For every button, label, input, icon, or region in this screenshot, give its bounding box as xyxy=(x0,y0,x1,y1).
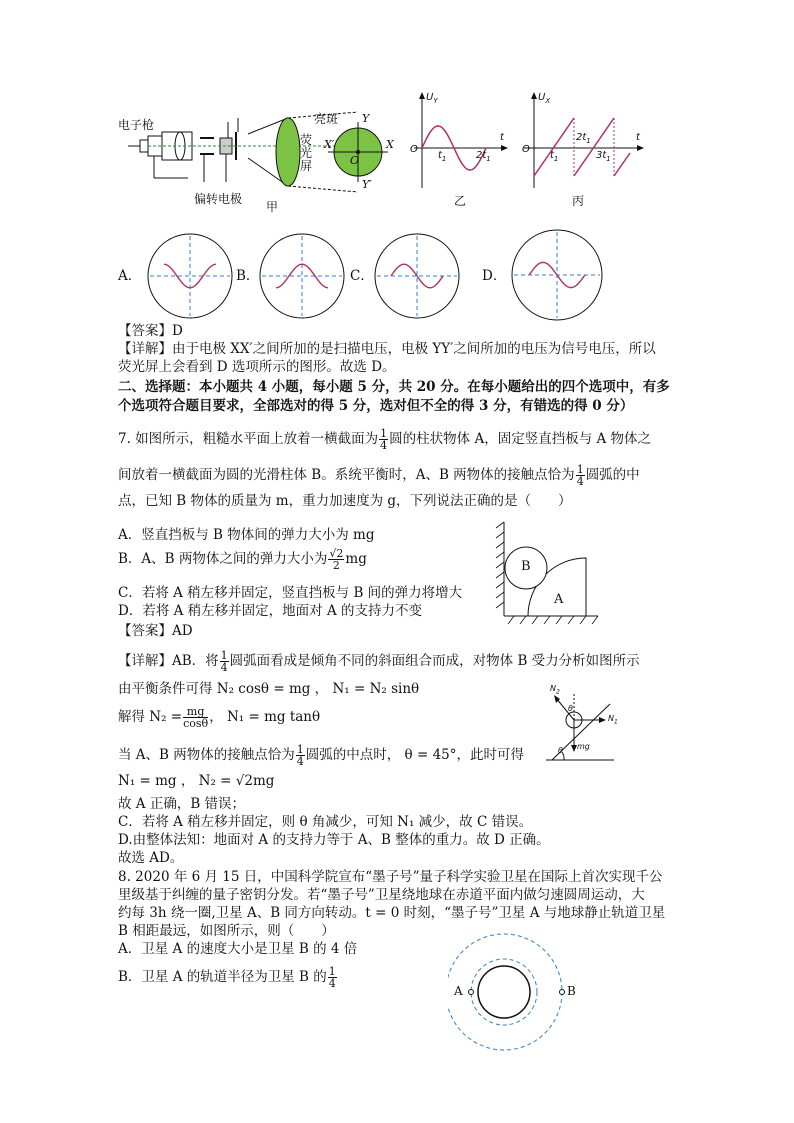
q8-fig-a-label: A xyxy=(454,984,463,998)
q7-explain-9: 故选 AD。 xyxy=(118,850,184,866)
screen-label: 荧光屏 xyxy=(300,133,313,173)
q8-option-a: A．卫星 A 的速度大小是卫星 B 的 4 倍 xyxy=(118,941,358,957)
screen-yp-label: Y′ xyxy=(362,178,372,191)
q7-frac-quarter-1: $\frac{1}{4}$ xyxy=(380,427,388,452)
deflect-electrode-label: 偏转电极 xyxy=(194,192,243,206)
figure-yi-label: 乙 xyxy=(454,194,467,208)
q7-explain-1: 【详解】AB．将 $\frac{1}{4}$ 圆弧面看成是倾角不同的斜面组合而成，对物体 B 受力分析如图所示 xyxy=(118,649,640,674)
q7-stem-2: 间放着一横截面为圆的光滑柱体 B。系统平衡时，A、B 两物体的接触点恰为 $\frac{1}{4}$ 圆弧的中 xyxy=(118,463,640,488)
yi-t-axis-label: t xyxy=(500,132,504,143)
q7-frac-quarter-2: $\frac{1}{4}$ xyxy=(576,463,584,488)
q7-stem-3: 点，已知 B 物体的质量为 m，重力加速度为 g，下列说法正确的是（ ） xyxy=(118,493,572,509)
graph-yi xyxy=(410,88,510,206)
q7-option-a: A．竖直挡板与 B 物体间的弹力大小为 mg xyxy=(118,527,375,543)
q7-explain-6: 故 A 正确，B 错误； xyxy=(118,796,246,812)
force-mg-label: mg xyxy=(577,742,590,751)
screen-origin-label: O xyxy=(350,154,360,167)
force-n2-label: $N_2$ xyxy=(550,684,560,696)
bing-origin: O xyxy=(522,144,530,155)
screen-x-label: X xyxy=(386,138,394,151)
q7-fig-b-label: B xyxy=(521,559,531,574)
q8-fig-b-label: B xyxy=(567,984,576,998)
bing-t1-label: $t_1$ xyxy=(550,150,559,163)
q8-orbit-figure xyxy=(448,932,578,1052)
q7-explain-2: 由平衡条件可得 N₂ cosθ = mg ， N₁ = N₂ sinθ xyxy=(118,681,420,697)
q7-force-diagram xyxy=(544,680,630,764)
bing-t-axis-label: t xyxy=(636,132,640,143)
yi-ylabel: $U_Y$ xyxy=(426,92,438,105)
crt-apparatus-figure xyxy=(118,82,400,212)
option-a-label: A． xyxy=(118,268,142,284)
option-d-label: D． xyxy=(482,268,507,284)
yi-t1-label: $t_1$ xyxy=(438,150,447,163)
figure-jia-label: 甲 xyxy=(266,200,279,214)
bing-2t1-label: $2t_1$ xyxy=(576,132,591,145)
q8-option-b: B．卫星 A 的轨道半径为卫星 B 的 $\frac{1}{4}$ xyxy=(118,965,336,990)
bing-3t1-label: $3t_1$ xyxy=(596,150,611,163)
force-n1-label: $N_1$ xyxy=(608,714,618,726)
q7-option-b: B．A、B 两物体之间的弹力大小为 $\frac{√2}{2}$ mg xyxy=(118,547,367,572)
q7-stem-1: 7. 如图所示，粗糙水平面上放着一横截面为 $\frac{1}{4}$ 圆的柱状物体 A，固定竖直挡板与 A 物体之 xyxy=(118,427,652,452)
bright-spot-label: 亮斑 xyxy=(314,112,339,126)
q7-option-d: D．若将 A 稍左移并固定，地面对 A 的支持力不变 xyxy=(118,603,422,619)
q7-answer: 【答案】AD xyxy=(118,623,193,639)
q7-option-c: C．若将 A 稍左移并固定，竖直挡板与 B 间的弹力将增大 xyxy=(118,585,463,601)
option-b-screen xyxy=(258,232,346,320)
q7-explain-3: 解得 N₂ = $\frac{mg}{\cos\theta}$ ， N₁ = mg tanθ xyxy=(118,705,321,730)
option-c-screen xyxy=(373,232,461,320)
q6-answer: 【答案】D xyxy=(118,323,183,339)
q7-explain-5: N₁ = mg ， N₂ = √2mg xyxy=(118,773,275,789)
q7-explain-7: C．若将 A 稍左移并固定，则 θ 角减少，可知 N₁ 减少，故 C 错误。 xyxy=(118,814,533,830)
section2-heading-2: 个选项符合题目要求，全部选对的得 5 分，选对但不全的得 3 分，有错选的得 0 分） xyxy=(118,398,634,414)
q6-explain-2: 荧光屏上会看到 D 选项所示的图形。故选 D。 xyxy=(118,359,396,375)
q8-stem-3: 约每 3h 绕一圈,卫星 A、B 同方向转动。t = 0 时刻，“墨子号”卫星 A 与地球静止轨道卫星 xyxy=(118,905,666,921)
yi-2t1-label: $2t_1$ xyxy=(476,150,491,163)
q8-stem-1: 8. 2020 年 6 月 15 日，中国科学院宣布“墨子号”量子科学实验卫星在国际上首次实现千公 xyxy=(118,869,663,885)
yi-origin: O xyxy=(410,144,418,155)
q7-explain-4: 当 A、B 两物体的接触点恰为 $\frac{1}{4}$ 圆弧的中点时， θ = 45°，此时可得 xyxy=(118,743,525,768)
q7-fig-a-label: A xyxy=(554,592,564,607)
bing-ylabel: $U_X$ xyxy=(538,92,551,105)
option-a-screen xyxy=(146,232,234,320)
q8-stem-4: B 相距最远，如图所示，则（ ） xyxy=(118,923,335,939)
electron-gun-label: 电子枪 xyxy=(118,118,155,132)
q7-explain-8: D.由整体法知：地面对 A 的支持力等于 A、B 整体的重力。故 D 正确。 xyxy=(118,832,550,848)
force-theta-bottom: θ xyxy=(558,746,563,755)
screen-y-label: Y xyxy=(362,112,370,125)
q6-explain-1: 【详解】由于电极 XX′之间所加的是扫描电压，电极 YY′之间所加的电压为信号电压，所以 xyxy=(118,341,656,357)
graph-bing xyxy=(520,88,648,206)
option-c-label: C． xyxy=(350,268,374,284)
option-d-screen xyxy=(510,228,604,322)
section2-heading-1: 二、选择题：本小题共 4 小题，每小题 5 分，共 20 分。在每小题给出的四个选项中，有多 xyxy=(118,379,670,395)
q8-stem-2: 里级基于纠缠的量子密钥分发。若“墨子号”卫星绕地球在赤道平面内做匀速圆周运动，大 xyxy=(118,887,645,903)
force-theta-top: θ xyxy=(568,704,573,713)
figure-bing-label: 丙 xyxy=(572,194,585,208)
q7-figure xyxy=(494,520,600,626)
option-b-label: B． xyxy=(236,268,260,284)
screen-xp-label: X′ xyxy=(324,138,335,151)
